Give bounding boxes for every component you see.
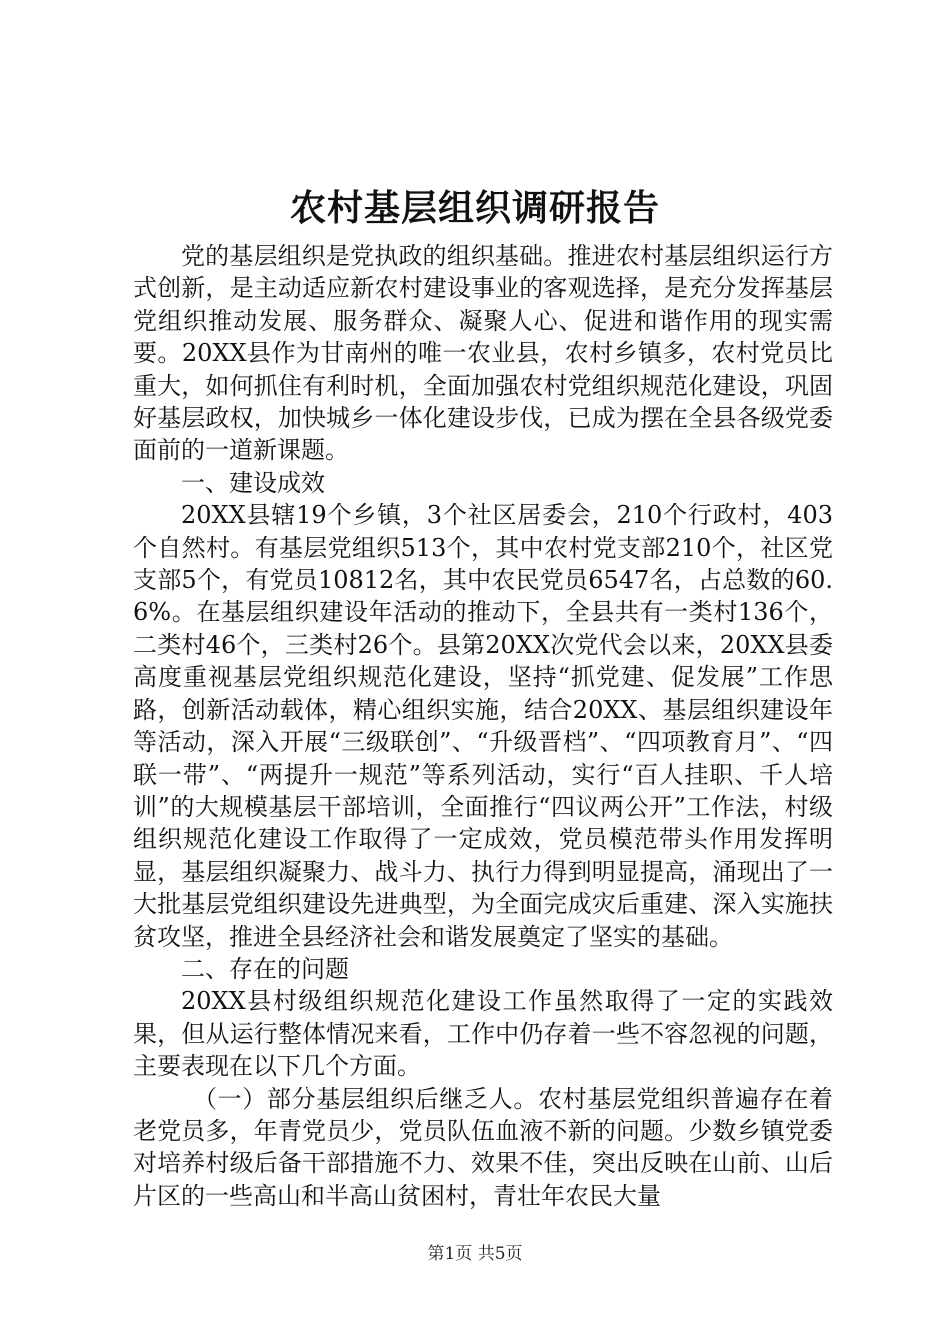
section-heading-problems: 二、存在的问题 [181, 954, 349, 983]
problems-intro-paragraph: 20XX县村级组织规范化建设工作虽然取得了一定的实践效果，但从运行整体情况来看，工作中仍存着一些不容忽视的问题，主要表现在以下几个方面。 [133, 987, 833, 1081]
achievements-paragraph: 20XX县辖19个乡镇，3个社区居委会，210个行政村，403个自然村。有基层党组织513个，其中农村党支部210个，社区党支部5个，有党员10812名，其中农民党员6547名，占总数的60.6%。在基层组织建设年活动的推动下，全县共有一类村136个，二类村46个，三类村26个。县第20XX次党代会以来，20XX县委高度重视基层党组织规范化建设，坚持“抓党建、促发展”工作思路，创新活动载体，精心组织实施，结合20XX、基层组织建设年等活动，深入开展“三级联创”、“升级晋档”、“四项教育月”、“四联一带”、“两提升一规范”等系列活动，实行“百人挂职、千人培训”的大规模基层干部培训，全面推行“四议两公开”工作法，村级组织规范化建设工作取得了一定成效，党员模范带头作用发挥明显，基层组织凝聚力、战斗力、执行力得到明显提高，涌现出了一大批基层党组织建设先进典型，为全面完成灾后重建、深入实施扶贫攻坚，推进全县经济社会和谐发展奠定了坚实的基础。 [133, 501, 833, 951]
document-title: 农村基层组织调研报告 [289, 188, 660, 229]
problem-one-paragraph: （一）部分基层组织后继乏人。农村基层党组织普遍存在着老党员多，年青党员少，党员队伍血液不新的问题。少数乡镇党委对培养村级后备干部措施不力、效果不佳，突出反映在山前、山后片区的一些高山和半高山贫困村，青壮年农民大量 [133, 1084, 833, 1210]
section-heading-achievements: 一、建设成效 [181, 468, 325, 497]
page-footer: 第1页 共5页 [427, 1244, 523, 1264]
document-body [133, 240, 833, 1212]
intro-paragraph: 党的基层组织是党执政的组织基础。推进农村基层组织运行方式创新，是主动适应新农村建设事业的客观选择，是充分发挥基层党组织推动发展、服务群众、凝聚人心、促进和谐作用的现实需要。20XX县作为甘南州的唯一农业县，农村乡镇多，农村党员比重大，如何抓住有利时机，全面加强农村党组织规范化建设，巩固好基层政权，加快城乡一体化建设步伐，已成为摆在全县各级党委面前的一道新课题。 [133, 242, 833, 465]
